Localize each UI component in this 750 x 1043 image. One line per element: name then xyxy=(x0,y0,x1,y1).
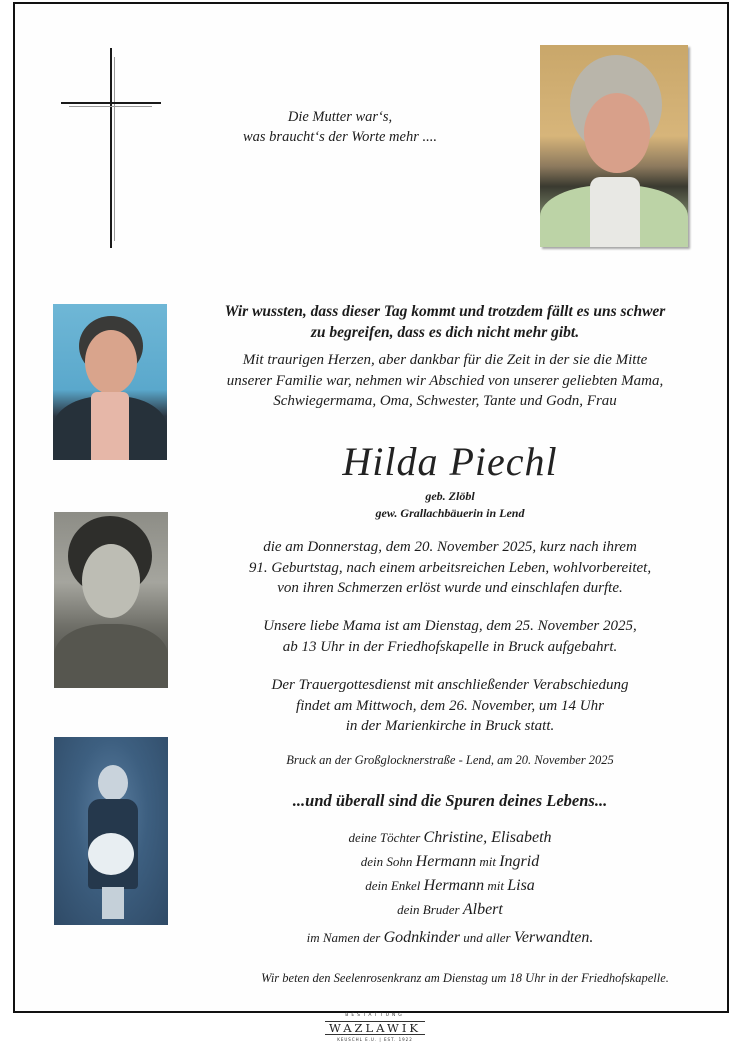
photo-young-woman-bw xyxy=(54,512,168,688)
intro-text xyxy=(175,350,715,412)
photo3-legs xyxy=(102,887,124,919)
brother-name: Albert xyxy=(462,901,503,918)
grandson-partner: Lisa xyxy=(507,877,535,894)
family-closing xyxy=(260,926,640,950)
service-line-1: Der Trauergottesdienst mit anschließender Verabschiedung xyxy=(271,677,629,693)
motto-line-2: was braucht‘s der Worte mehr .... xyxy=(242,129,437,145)
daughters-names: Christine, Elisabeth xyxy=(423,829,552,846)
occupation: gew. Grallachbäuerin in Lend xyxy=(375,506,525,520)
closing-godchildren: Godnkinder xyxy=(383,929,460,946)
closing-prefix: im Namen der xyxy=(306,930,381,945)
portrait-face xyxy=(584,93,650,173)
viewing-line-1: Unsere liebe Mama ist am Dienstag, dem 25. November 2025, xyxy=(263,618,637,634)
photo-child-dirndl xyxy=(54,737,168,925)
funeral-service-notice xyxy=(180,675,720,737)
motto xyxy=(200,107,480,147)
intro-line-2: unserer Familie war, nehmen wir Abschied von unserer geliebten Mama, xyxy=(226,372,664,389)
service-line-3: in der Marienkirche in Bruck statt. xyxy=(345,718,555,734)
funeral-home-logo xyxy=(300,1013,450,1042)
daughters-prefix: deine Töchter xyxy=(348,830,421,845)
son-name: Hermann xyxy=(415,853,477,870)
death-notice-line-3: von ihren Schmerzen erlöst wurde und einschlafen durfte. xyxy=(277,580,623,596)
son-partner: Ingrid xyxy=(499,853,540,870)
motto-line-1: Die Mutter war‘s, xyxy=(287,109,393,125)
son-mit: mit xyxy=(479,854,496,869)
death-notice-line-1: die am Donnerstag, dem 20. November 2025, kurz nach ihrem xyxy=(263,539,637,555)
place-and-date: Bruck an der Großglocknerstraße - Lend, am 20. November 2025 xyxy=(286,753,614,767)
family-brother xyxy=(260,898,640,922)
photo3-face xyxy=(98,765,128,801)
family-son xyxy=(260,850,640,874)
brother-prefix: dein Bruder xyxy=(397,902,460,917)
family-daughters xyxy=(260,826,640,850)
intro-line-1: Mit traurigen Herzen, aber dankbar für die Zeit in der sie die Mitte xyxy=(242,352,648,368)
photo3-apron xyxy=(88,833,134,875)
photo1-face xyxy=(85,330,137,394)
portrait-collar xyxy=(590,177,640,247)
deceased-details xyxy=(250,488,650,522)
death-notice xyxy=(180,537,720,599)
tagline: ...und überall sind die Spuren deines Lebens... xyxy=(292,791,608,810)
photo-woman-blue-background xyxy=(53,304,167,460)
cross-horizontal-shadow xyxy=(69,106,152,107)
grandson-name: Hermann xyxy=(423,877,485,894)
headline xyxy=(175,301,715,343)
photo2-face xyxy=(82,544,140,618)
cross-horizontal-bar xyxy=(61,102,161,104)
service-line-2: findet am Mittwoch, dem 26. November, um 14 Uhr xyxy=(296,697,604,714)
deceased-name: Hilda Piechl xyxy=(342,439,558,484)
rosary-notice: Wir beten den Seelenrosenkranz am Dienstag um 18 Uhr in der Friedhofskapelle. xyxy=(261,971,669,985)
headline-line-1: Wir wussten, dass dieser Tag kommt und trotzdem fällt es uns schwer xyxy=(224,303,666,320)
cross-vertical-bar xyxy=(110,48,112,248)
grandson-mit: mit xyxy=(487,878,504,893)
logo-main-text: WAZLAWIK xyxy=(325,1021,425,1035)
death-notice-line-2: 91. Geburtstag, nach einem arbeitsreichen Leben, wohlvorbereitet, xyxy=(248,559,652,576)
logo-top-text: BESTATTUNG xyxy=(345,1013,405,1018)
photo1-collar xyxy=(91,392,129,460)
viewing-line-2: ab 13 Uhr in der Friedhofskapelle in Bruck aufgebahrt. xyxy=(282,638,618,655)
closing-relatives: Verwandten. xyxy=(513,929,594,946)
closing-und-aller: und aller xyxy=(463,930,511,945)
maiden-name: geb. Zlöbl xyxy=(425,489,475,503)
cross-vertical-shadow xyxy=(114,57,115,241)
intro-line-3: Schwiegermama, Oma, Schwester, Tante und Godn, Frau xyxy=(273,393,617,409)
grandson-prefix: dein Enkel xyxy=(365,878,421,893)
headline-line-2: zu begreifen, dass es dich nicht mehr gibt. xyxy=(310,324,580,341)
family-grandson xyxy=(260,874,640,898)
main-portrait-photo xyxy=(540,45,688,247)
logo-sub-text: KEUSCHL E.U. | EST. 1922 xyxy=(337,1037,413,1042)
son-prefix: dein Sohn xyxy=(360,854,413,869)
viewing-notice xyxy=(180,616,720,657)
family-list xyxy=(260,826,640,950)
photo2-body xyxy=(54,624,168,688)
